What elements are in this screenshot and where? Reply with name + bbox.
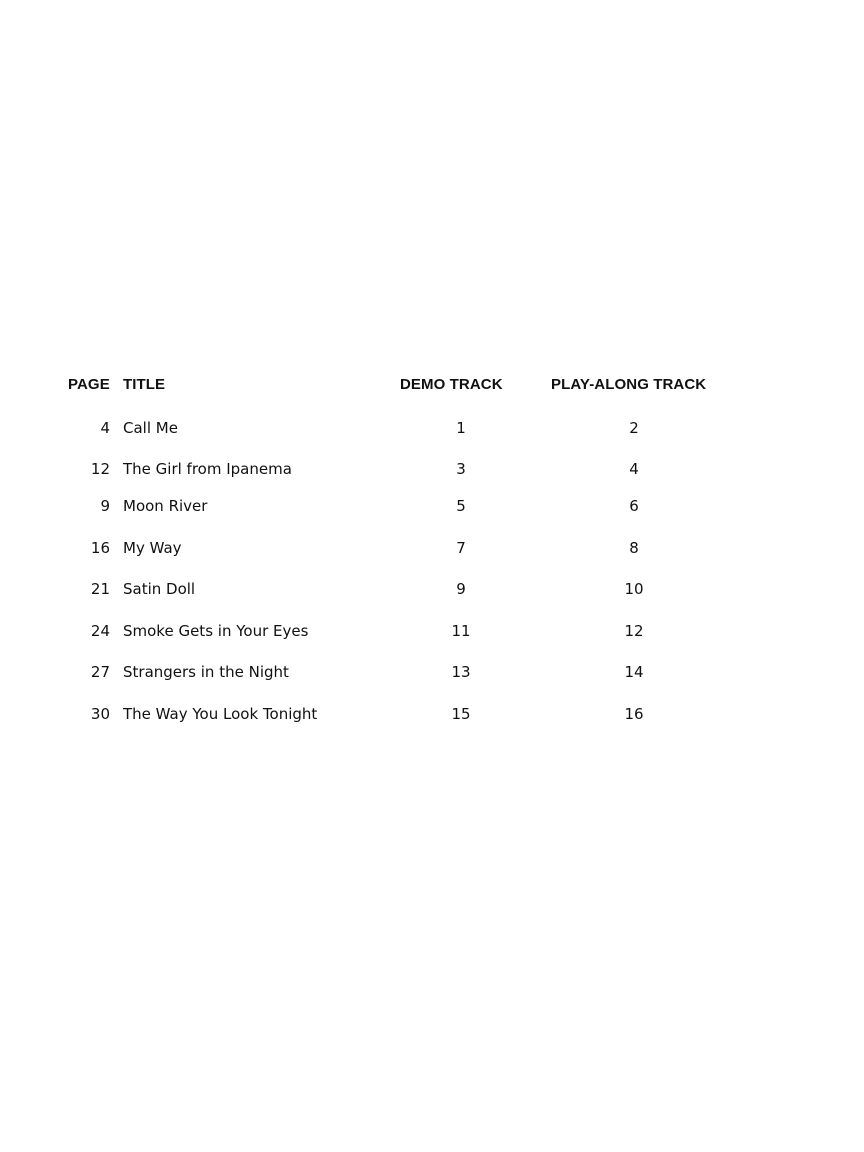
song-title: The Way You Look Tonight xyxy=(123,705,318,723)
table-row xyxy=(0,579,864,599)
demo-track-number: 7 xyxy=(456,539,466,557)
demo-track-number: 13 xyxy=(451,663,471,681)
column-header-demo-track: DEMO TRACK xyxy=(400,376,503,393)
page-number: 24 xyxy=(90,622,110,640)
song-title: Strangers in the Night xyxy=(123,663,289,681)
play-along-track-number: 6 xyxy=(629,497,639,515)
column-header-page: PAGE xyxy=(68,376,110,393)
table-row xyxy=(0,704,864,724)
play-along-track-number: 2 xyxy=(629,419,639,437)
song-title: Smoke Gets in Your Eyes xyxy=(123,622,309,640)
song-title: Satin Doll xyxy=(123,580,196,598)
play-along-track-number: 14 xyxy=(624,663,644,681)
play-along-track-number: 12 xyxy=(624,622,644,640)
page-number: 16 xyxy=(90,539,110,557)
song-title: My Way xyxy=(123,539,182,557)
page-number: 21 xyxy=(90,580,110,598)
page-number: 27 xyxy=(90,663,110,681)
demo-track-number: 15 xyxy=(451,705,471,723)
table-row xyxy=(0,496,864,516)
song-title: Call Me xyxy=(123,419,178,437)
play-along-track-number: 16 xyxy=(624,705,644,723)
song-title: Moon River xyxy=(123,497,208,515)
page-number: 9 xyxy=(100,497,110,515)
page-number: 30 xyxy=(90,705,110,723)
play-along-track-number: 10 xyxy=(624,580,644,598)
table-row xyxy=(0,621,864,641)
table-row xyxy=(0,662,864,682)
column-header-play-along-track: PLAY-ALONG TRACK xyxy=(551,376,707,393)
demo-track-number: 9 xyxy=(456,580,466,598)
song-title: The Girl from Ipanema xyxy=(123,460,292,478)
page-number: 4 xyxy=(100,419,110,437)
demo-track-number: 3 xyxy=(456,460,466,478)
demo-track-number: 11 xyxy=(451,622,471,640)
demo-track-number: 1 xyxy=(456,419,466,437)
page-number: 12 xyxy=(90,460,110,478)
play-along-track-number: 8 xyxy=(629,539,639,557)
table-row xyxy=(0,459,864,479)
demo-track-number: 5 xyxy=(456,497,466,515)
column-header-title: TITLE xyxy=(123,376,166,393)
table-row xyxy=(0,418,864,438)
table-row xyxy=(0,538,864,558)
play-along-track-number: 4 xyxy=(629,460,639,478)
